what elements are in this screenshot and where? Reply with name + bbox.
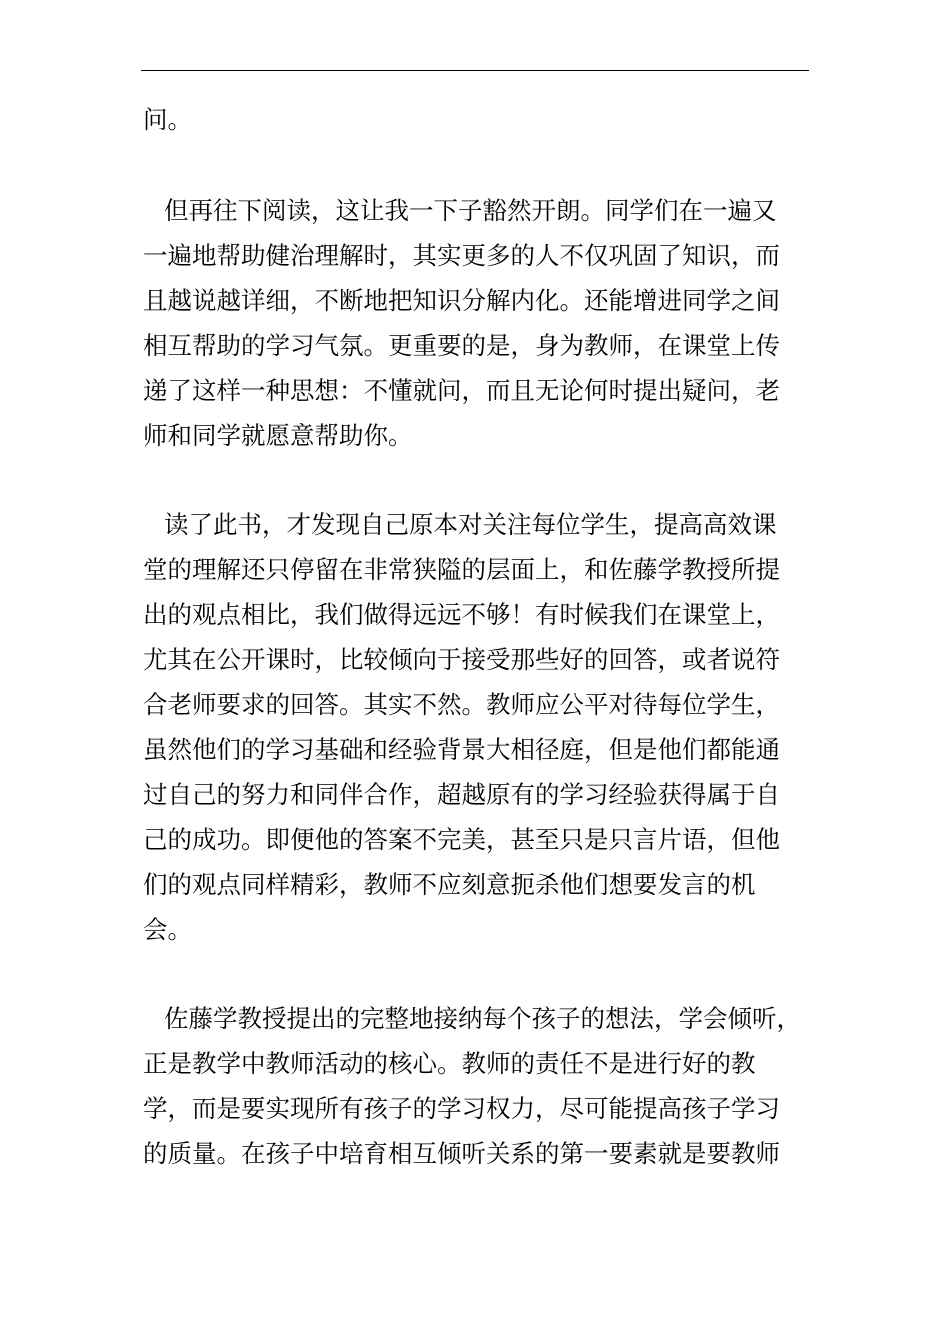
text-line: 且越说越详细，不断地把知识分解内化。还能增进同学之间 (143, 286, 780, 315)
text-line: 师和同学就愿意帮助你。 (143, 421, 413, 450)
text-line: 一遍地帮助健治理解时，其实更多的人不仅巩固了知识，而 (143, 241, 780, 270)
text-line: 会。 (143, 915, 192, 944)
text-line: 堂的理解还只停留在非常狭隘的层面上，和佐藤学教授所提 (143, 555, 780, 584)
text-line: 学，而是要实现所有孩子的学习权力，尽可能提高孩子学习 (143, 1094, 780, 1123)
text-line: 的质量。在孩子中培育相互倾听关系的第一要素就是要教师 (143, 1139, 780, 1168)
header-rule (141, 70, 809, 71)
text-line: 但再往下阅读，这让我一下子豁然开朗。同学们在一遍又 (164, 196, 777, 225)
text-line: 读了此书，才发现自己原本对关注每位学生，提高高效课 (164, 510, 777, 539)
text-line: 虽然他们的学习基础和经验背景大相径庭，但是他们都能通 (143, 735, 780, 764)
text-line: 递了这样一种思想：不懂就问，而且无论何时提出疑问，老 (143, 376, 780, 405)
text-line: 佐藤学教授提出的完整地接纳每个孩子的想法，学会倾听， (164, 1004, 801, 1033)
text-line: 过自己的努力和同伴合作，超越原有的学习经验获得属于自 (143, 780, 780, 809)
text-line: 己的成功。即便他的答案不完美，甚至只是只言片语，但他 (143, 825, 780, 854)
text-line: 合老师要求的回答。其实不然。教师应公平对待每位学生， (143, 690, 780, 719)
text-line: 们的观点同样精彩，教师不应刻意扼杀他们想要发言的机 (143, 870, 756, 899)
text-line: 正是教学中教师活动的核心。教师的责任不是进行好的教 (143, 1049, 756, 1078)
text-line: 相互帮助的学习气氛。更重要的是，身为教师，在课堂上传 (143, 331, 780, 360)
text-line: 出的观点相比，我们做得远远不够！有时候我们在课堂上， (143, 600, 780, 629)
text-line: 问。 (143, 105, 192, 134)
text-line: 尤其在公开课时，比较倾向于接受那些好的回答，或者说符 (143, 645, 780, 674)
